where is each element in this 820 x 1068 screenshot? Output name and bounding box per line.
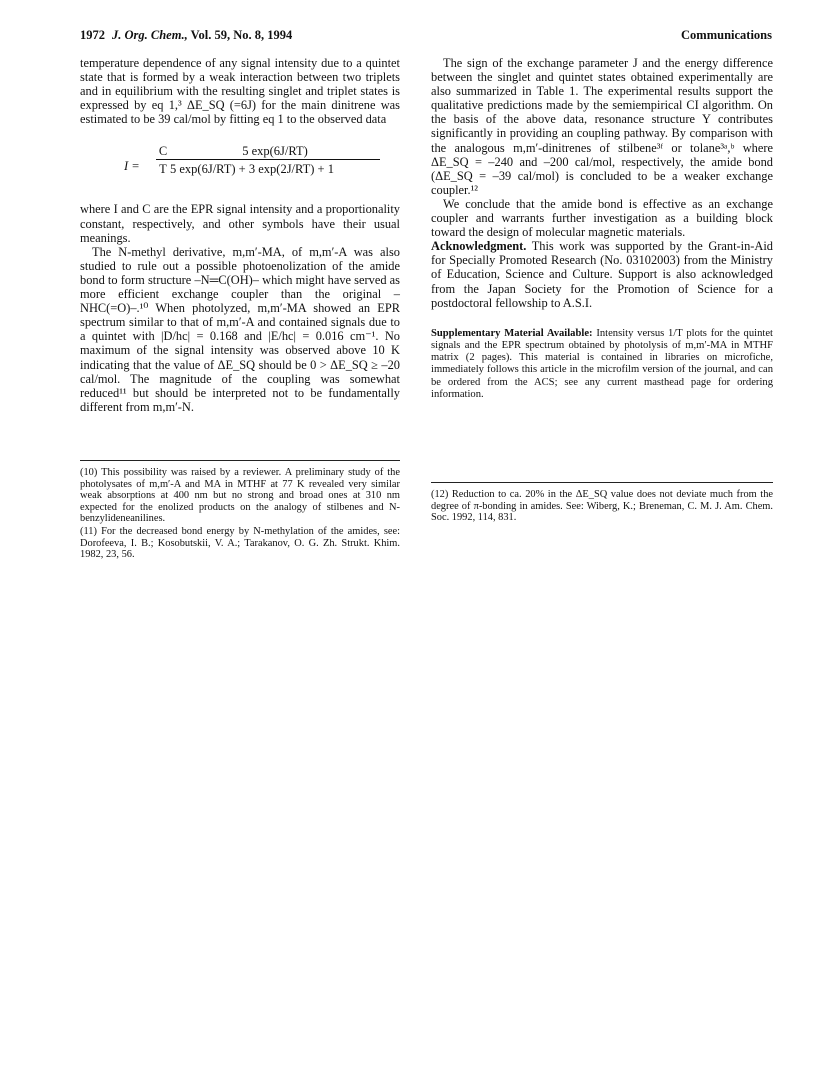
- fraction-numerator: 5 exp(6J/RT): [242, 144, 308, 159]
- fraction-denominator: 5 exp(6J/RT) + 3 exp(2J/RT) + 1: [170, 162, 334, 177]
- left-footnotes: [80, 460, 400, 561]
- equation-prefactor: [156, 144, 170, 177]
- equation-fraction: [170, 144, 380, 177]
- page-header: [80, 28, 772, 46]
- journal-citation: [112, 28, 292, 43]
- footnote-11: (11) For the decreased bond energy by N-methylation of the amides, see: Dorofeeva, I. B.; Kosobutskii, V. A.; Tarakanov, O. G. Zh. Strukt. Khim. 1982, 23, 56.: [80, 525, 400, 561]
- paragraph-left-1: temperature dependence of any signal intensity due to a quintet state that is formed by a weak interaction between two triplets and in equilibrium with the resulting singlet and triplet states is expressed by eq 1,³ ΔE_SQ (=6J) for the main dinitrene was estimated to be 39 cal/mol by fitting eq 1 to the observed data: [80, 56, 400, 127]
- left-column: [80, 56, 400, 414]
- journal-name: J. Org. Chem.,: [112, 28, 188, 42]
- page-number: 1972: [80, 28, 105, 42]
- footnote-10: (10) This possibility was raised by a reviewer. A preliminary study of the photolysates of m,m′-A and MA in MTHF at 77 K revealed very similar weak absorptions at 400 nm but no strong and broad ones at 310 nm expected for the enolized products on the analogy of stilbenes and N-benzylideneanilines.: [80, 467, 400, 525]
- right-column: [431, 56, 773, 412]
- prefactor-denominator: T: [159, 162, 167, 177]
- volume-info: Vol. 59, No. 8, 1994: [190, 28, 293, 42]
- equation-lhs: I =: [124, 159, 140, 174]
- prefactor-numerator: C: [158, 144, 168, 159]
- acknowledgment-heading: Acknowledgment.: [431, 239, 527, 254]
- supplementary-material: [431, 328, 773, 401]
- footnote-12: (12) Reduction to ca. 20% in the ΔE_SQ value does not deviate much from the degree of π-bonding in amides. See: Wiberg, K.; Breneman, C. M. J. Am. Chem. Soc. 1992, 114, 831.: [431, 489, 773, 524]
- paragraph-right-2: We conclude that the amide bond is effective as an exchange coupler and warrants further investigation as a building block toward the design of molecular magnetic materials.: [431, 196, 773, 240]
- acknowledgment-body: This work was supported by the Grant-in-Aid for Specially Promoted Research (No. 03102003) from the Ministry of Education, Science and Culture. Support is also acknowledged from the Japan Society for the Promotion of Science for a postdoctoral fellowship to A.S.I.: [431, 239, 774, 310]
- paragraph-right-1: The sign of the exchange parameter J and the energy difference between the singlet and quintet states obtained experimentally are also summarized in Table 1. The experimental results support the qualitative predictions made by the semiempirical CI algorithm. On the basis of the above data, resonance structure Y contributes significantly in providing an coupling pathway. By comparison with the analogous m,m′-dinitrenes of stilbene³ᶠ or tolane³ᵃ,ᵇ where ΔE_SQ = –240 and –200 cal/mol, respectively, the amide bond (ΔE_SQ = –39 cal/mol) is concluded to be a weaker exchange coupler.¹²: [431, 56, 773, 197]
- acknowledgment: [431, 239, 773, 309]
- paragraph-left-3: The N-methyl derivative, m,m′-MA, of m,m′-A was also studied to rule out a possible photoenolization of the amide bond to form structure –N═C(OH)– which might have served as more efficient exchange coupler than the original –NHC(=O)–.¹⁰ When photolyzed, m,m′-MA showed an EPR spectrum similar to that of m,m′-A and contained signals due to a quintet with |D/hc| = 0.168 and |E/hc| = 0.016 cm⁻¹. No maximum of the signal intensity was observed above 10 K indicating that the value of ΔE_SQ should be 0 > ΔE_SQ ≥ –20 cal/mol. The magnitude of the coupling was somewhat reduced¹¹ but should be interpreted not to be fundamentally different from m,m′-N.: [80, 244, 400, 414]
- section-name: Communications: [681, 28, 772, 42]
- paragraph-left-2: where I and C are the EPR signal intensity and a proportionality constant, respectively, and other symbols have their usual meanings.: [80, 202, 400, 245]
- supplementary-heading: Supplementary Material Available:: [431, 327, 593, 339]
- equation-1: [80, 144, 400, 188]
- supplementary-body: Intensity versus 1/T plots for the quintet signals and the EPR spectrum obtained by photolysis of m,m′-MA in MTHF matrix (2 pages). This material is contained in libraries on microfiche, immediately follows this article in the microfilm version of the journal, and can be ordered from the ACS; see any current masthead page for ordering information.: [431, 327, 773, 400]
- right-footnotes: [431, 482, 773, 524]
